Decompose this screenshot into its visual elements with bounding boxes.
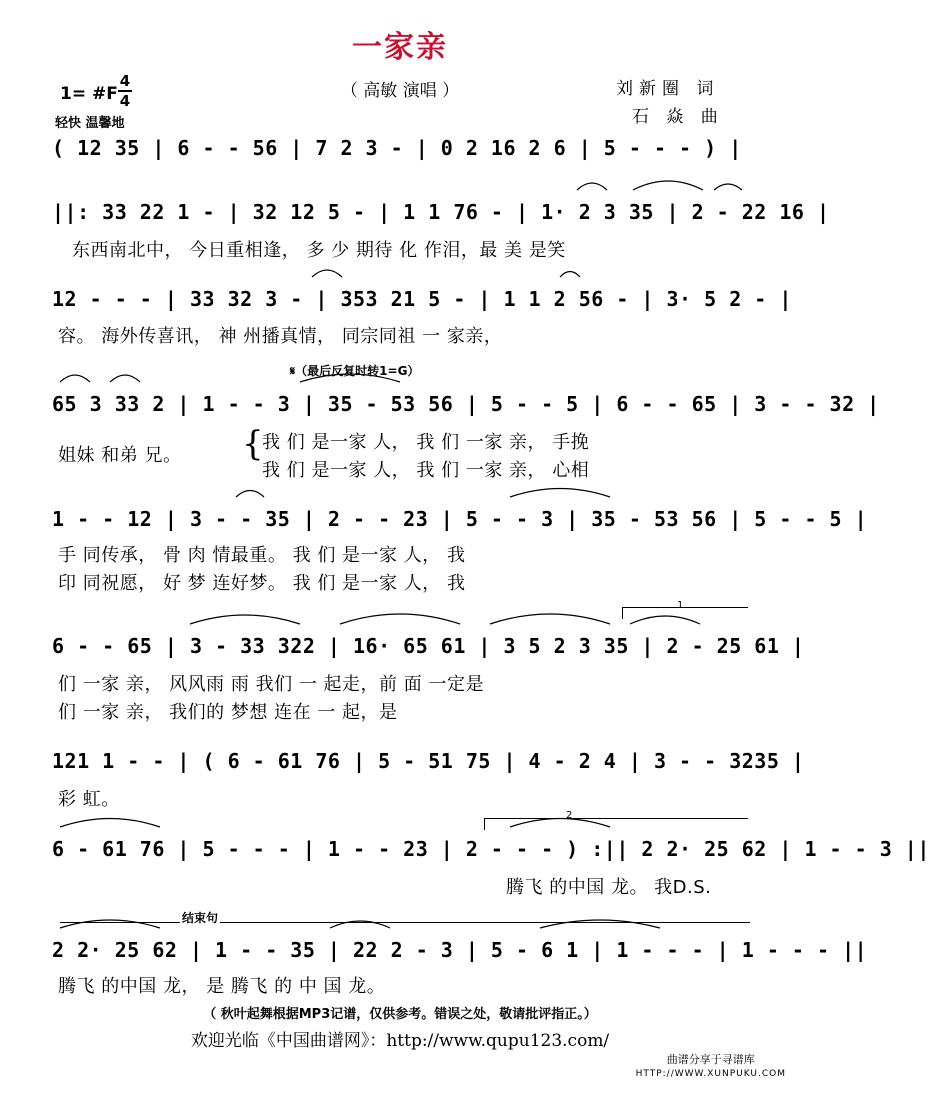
score-line-6: 6 - - 65 | 3 - 33 322 | 16· 65 61 | 3 5 2 3 35 | 2 - 25 61 | xyxy=(52,634,805,658)
slur-19 xyxy=(540,920,660,928)
footer-note: （ 秋叶起舞根据MP3记谱，仅供参考。错误之处，敬请批评指正。） xyxy=(203,1007,597,1022)
tempo-marking: 轻快 温馨地 xyxy=(55,116,125,131)
lyric-line-6-verse-2: 们 一家 亲， 我们的 梦想 连在 一 起，是 xyxy=(58,702,398,723)
composer-credit: 石 焱 曲 xyxy=(632,107,724,127)
slur-12 xyxy=(340,614,460,624)
volta-2-number: 2 xyxy=(566,810,573,821)
segno-note: 𝄋（最后反复时转1=G） xyxy=(290,364,420,378)
lyric-line-5-verse-2: 印 同祝愿， 好 梦 连好梦。 我 们 是一家 人， 我 xyxy=(58,573,466,594)
verse-brace: { xyxy=(242,424,264,464)
slur-2 xyxy=(633,181,703,190)
slur-15 xyxy=(60,819,160,828)
slur-4 xyxy=(312,270,342,277)
slur-16 xyxy=(510,819,610,828)
score-line-8: 6 - 61 76 | 5 - - - | 1 - - 23 | 2 - - - ) :|| 2 2· 25 62 | 1 - - 3 || xyxy=(52,837,930,861)
score-line-4: 65 3 33 2 | 1 - - 3 | 35 - 53 56 | 5 - - 5 | 6 - - 65 | 3 - - 32 | xyxy=(52,392,880,416)
lyric-line-4-verse-1: 我 们 是一家 人， 我 们 一家 亲， 手挽 xyxy=(262,432,590,453)
watermark xyxy=(636,1053,786,1081)
lyric-line-5-verse-1: 手 同传承， 骨 肉 情最重。 我 们 是一家 人， 我 xyxy=(58,545,466,566)
lyricist-credit: 刘新圈 词 xyxy=(616,79,720,99)
lyric-line-4-verse-2: 我 们 是一家 人， 我 们 一家 亲， 心相 xyxy=(262,460,590,481)
slur-5 xyxy=(560,272,580,278)
time-signature-bottom: 4 xyxy=(119,92,131,110)
slur-1 xyxy=(577,183,607,190)
watermark-url: HTTP://WWW.XUNPUKU.COM xyxy=(635,1069,786,1079)
lyric-line-7: 彩 虹。 xyxy=(58,789,120,810)
score-line-1: ( 12 35 | 6 - - 56 | 7 2 3 - | 0 2 16 2 6 | 5 - - - ) | xyxy=(52,136,742,160)
slur-7 xyxy=(110,375,140,382)
time-signature-top: 4 xyxy=(119,72,131,90)
key-signature: 1= #F xyxy=(60,84,118,104)
slur-9 xyxy=(236,491,264,498)
slur-17 xyxy=(60,920,160,928)
performer: （ 高敏 演唱 ） xyxy=(340,81,460,101)
song-title: 一家亲 xyxy=(352,30,448,65)
coda-label: 结束句 xyxy=(182,911,219,925)
lyric-pre-line-4: 姐妹 和弟 兄。 xyxy=(58,445,182,466)
lyric-line-3: 容。 海外传喜讯， 神 州播真情， 同宗同祖 一 家亲， xyxy=(58,326,503,347)
slur-10 xyxy=(510,489,610,498)
volta-1-number: 1 xyxy=(677,600,684,611)
score-line-5: 1 - - 12 | 3 - - 35 | 2 - - 23 | 5 - - 3 | 35 - 53 56 | 5 - - 5 | xyxy=(52,507,868,531)
score-line-7: 121 1 - - | ( 6 - 61 76 | 5 - 51 75 | 4 - 2 4 | 3 - - 3235 | xyxy=(52,749,805,773)
slur-3 xyxy=(714,184,742,190)
score-line-2: ||: 33 22 1 - | 32 12 5 - | 1 1 76 - | 1· 2 3 35 | 2 - 22 16 | xyxy=(52,200,830,224)
score-line-3: 12 - - - | 33 32 3 - | 353 21 5 - | 1 1 2 56 - | 3· 5 2 - | xyxy=(52,287,792,311)
slur-13 xyxy=(490,614,610,624)
slur-8 xyxy=(300,374,400,382)
slur-14 xyxy=(630,616,700,624)
slur-18 xyxy=(330,921,390,928)
watermark-text: 曲谱分享于寻谱库 xyxy=(666,1053,755,1066)
footer-url: 欢迎光临《中国曲谱网》：http://www.qupu123.com/ xyxy=(190,1031,610,1051)
score-line-9: 2 2· 25 62 | 1 - - 35 | 22 2 - 3 | 5 - 6 1 | 1 - - - | 1 - - - || xyxy=(52,938,868,962)
slur-6 xyxy=(60,375,90,382)
lyric-line-6-verse-1: 们 一家 亲， 风风雨 雨 我们 一 起走，前 面 一定是 xyxy=(58,674,484,695)
lyric-line-9: 腾飞 的中国 龙， 是 腾飞 的 中 国 龙。 xyxy=(58,976,386,997)
slur-11 xyxy=(190,615,300,624)
lyric-line-2: 东西南北中， 今日重相逢， 多 少 期待 化 作泪，最 美 是笑 xyxy=(72,240,566,261)
lyric-line-8: 腾飞 的中国 龙。 我D.S. xyxy=(506,877,712,898)
